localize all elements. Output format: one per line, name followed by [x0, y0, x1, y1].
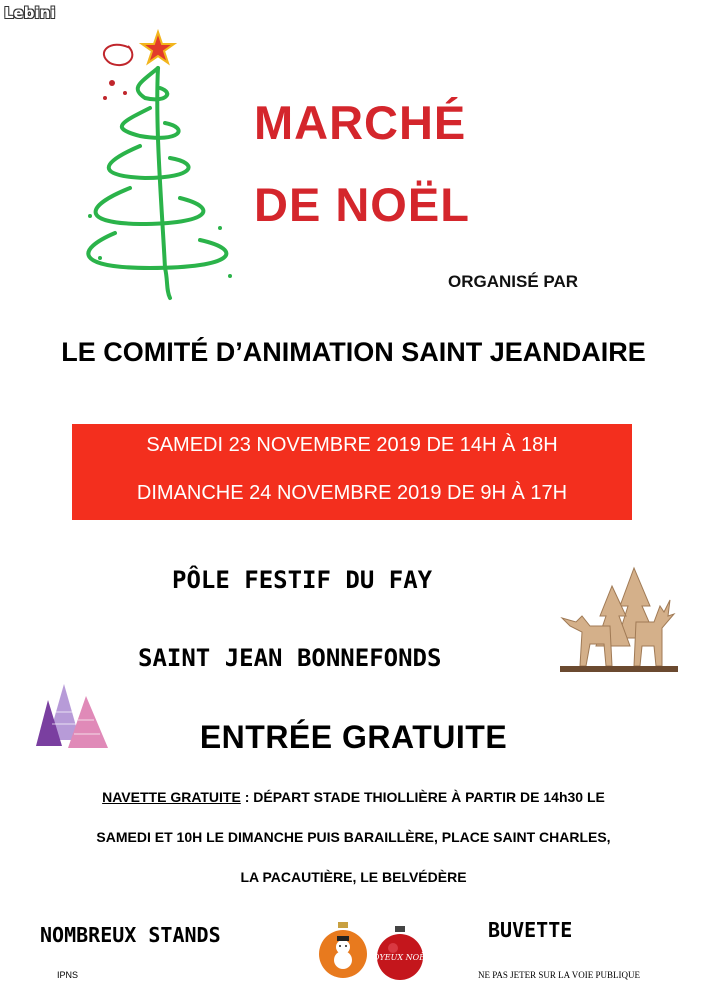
date-sunday: DIMANCHE 24 NOVEMBRE 2019 DE 9H À 17H [136, 482, 568, 504]
shuttle-label: NAVETTE GRATUITE [102, 789, 241, 805]
joyeux-noel-ornament-icon [369, 926, 431, 982]
wooden-deer-icon [556, 566, 681, 678]
shuttle-line-1-text: : DÉPART STADE THIOLLIÈRE À PARTIR DE 14h30 LE [240, 789, 605, 805]
christmas-tree-icon [70, 28, 255, 300]
disposal-notice: NE PAS JETER SUR LA VOIE PUBLIQUE [478, 970, 641, 980]
date-saturday: SAMEDI 23 NOVEMBRE 2019 DE 14H À 18H [146, 434, 558, 456]
ornament-text: JOYEUX NOËL [369, 953, 431, 962]
ipns-label: IPNS [57, 970, 79, 980]
venue-line-1: PÔLE FESTIF DU FAY [172, 566, 433, 594]
shuttle-line-1 [0, 789, 707, 805]
watermark: Lebini [4, 4, 56, 22]
shuttle-line-3: LA PACAUTIÈRE, LE BELVÉDÈRE [240, 869, 467, 885]
snowman-ornament-icon [316, 920, 370, 980]
free-entry-heading: ENTRÉE GRATUITE [199, 719, 508, 755]
title-line-1: MARCHÉ [254, 96, 467, 149]
shuttle-line-2: SAMEDI ET 10H LE DIMANCHE PUIS BARAILLÈRE, PLACE SAINT CHARLES, [96, 829, 611, 845]
organiser-name: LE COMITÉ D’ANIMATION SAINT JEANDAIRE [61, 337, 646, 367]
stands-label: NOMBREUX STANDS [40, 923, 221, 947]
venue-line-2: SAINT JEAN BONNEFONDS [138, 644, 442, 672]
dates-banner [72, 424, 632, 520]
bar-label: BUVETTE [488, 918, 573, 942]
title-line-2: DE NOËL [254, 178, 470, 231]
organised-by-label: ORGANISÉ PAR [448, 272, 579, 291]
